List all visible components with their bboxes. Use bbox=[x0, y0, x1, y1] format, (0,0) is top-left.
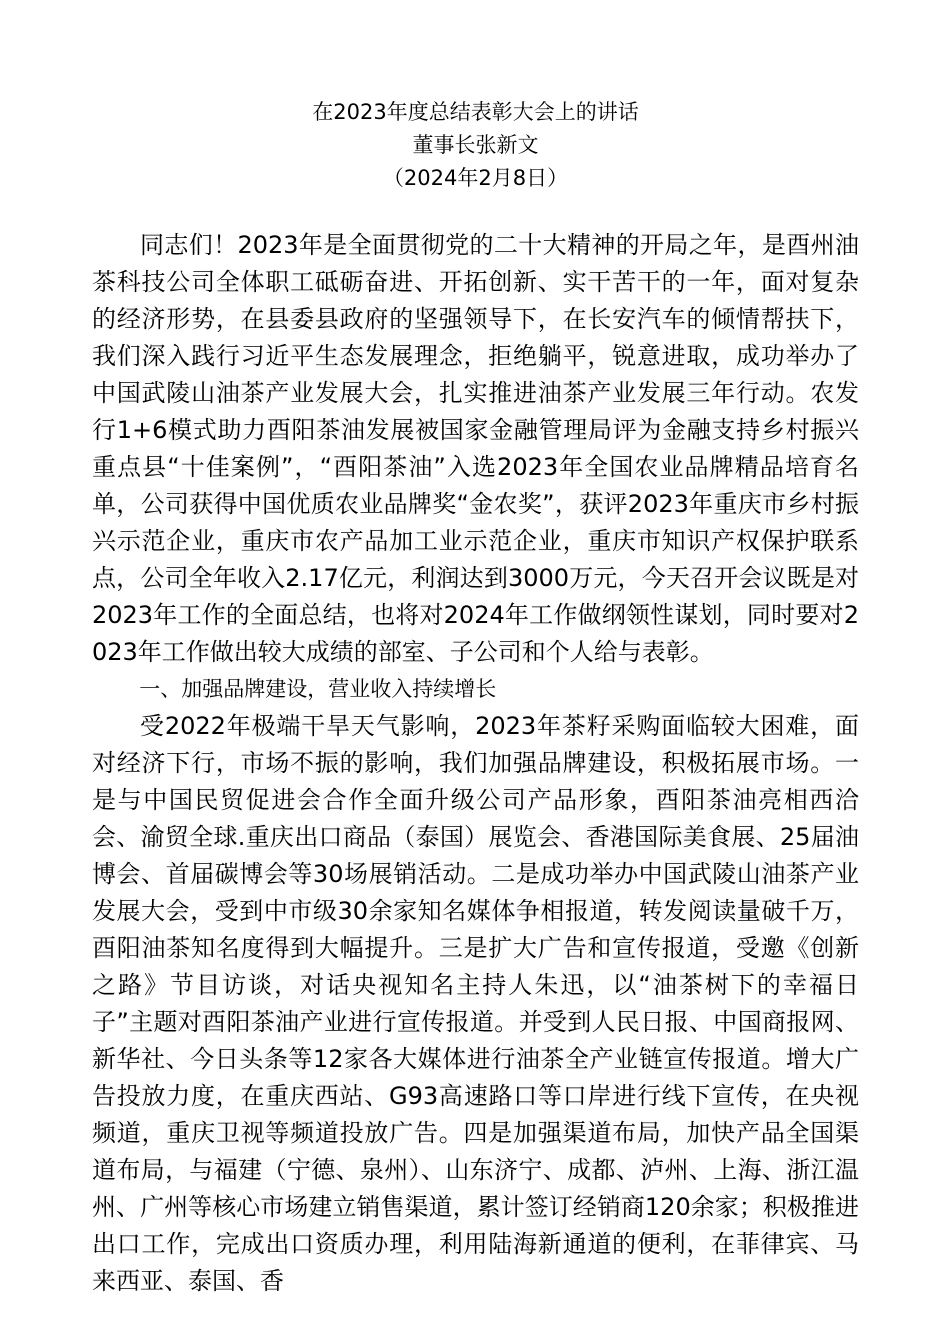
section-heading: 一、加强品牌建设，营业收入持续增长 bbox=[139, 677, 497, 701]
speaker-line: 董事长张新文 bbox=[412, 133, 539, 157]
title-spacer bbox=[92, 195, 859, 227]
section-paragraph: 受2022年极端干旱天气影响，2023年茶籽采购面临较大困难，面对经济下行，市场不振的影响，我们加强品牌建设，积极拓展市场。一是与中国民贸促进会合作全面升级公司产品形象，酉阳茶油亮相西洽会、渝贸全球.重庆出口商品（泰国）展览会、香港国际美食展、25届油博会、首届碳博会等30场展销活动。二是成功举办中国武陵山油茶产业发展大会，受到中市级30余家知名媒体争相报道，转发阅读量破千万，酉阳油茶知名度得到大幅提升。三是扩大广告和宣传报道，受邀《创新之路》节目访谈，对话央视知名主持人朱迅，以“油茶树下的幸福日子”主题对酉阳茶油产业进行宣传报道。并受到人民日报、中国商报网、新华社、今日头条等12家各大媒体进行油茶全产业链宣传报道。增大广告投放力度，在重庆西站、G93高速路口等口岸进行线下宣传，在央视频道，重庆卫视等频道投放广告。四是加强渠道布局，加快产品全国渠道布局，与福建（宁德、泉州）、山东济宁、成都、泸州、上海、浙江温州、广州等核心市场建立销售渠道，累计签订经销商120余家；积极推进出口工作，完成出口资质办理，利用陆海新通道的便利，在菲律宾、马来西亚、泰国、香 bbox=[92, 712, 859, 1295]
document-page bbox=[92, 96, 859, 1300]
date-line: （2024年2月8日） bbox=[382, 166, 569, 190]
document-title: 在2023年度总结表彰大会上的讲话 bbox=[312, 100, 639, 124]
intro-paragraph: 同志们！2023年是全面贯彻党的二十大精神的开局之年，是酉州油茶科技公司全体职工砥砺奋进、开拓创新、实干苦干的一年，面对复杂的经济形势，在县委县政府的坚强领导下，在长安汽车的倾情帮扶下，我们深入践行习近平生态发展理念，拒绝躺平，锐意进取，成功举办了中国武陵山油茶产业发展大会，扎实推进油茶产业发展三年行动。农发行1+6模式助力酉阳茶油发展被国家金融管理局评为金融支持乡村振兴重点县“十佳案例”，“酉阳茶油”入选2023年全国农业品牌精品培育名单，公司获得中国优质农业品牌奖“金农奖”，获评2023年重庆市乡村振兴示范企业，重庆市农产品加工业示范企业，重庆市知识产权保护联系点，公司全年收入2.17亿元，利润达到3000万元，今天召开会议既是对2023年工作的全面总结，也将对2024年工作做纲领性谋划，同时要对2023年工作做出较大成绩的部室、子公司和个人给与表彰。 bbox=[92, 231, 859, 666]
